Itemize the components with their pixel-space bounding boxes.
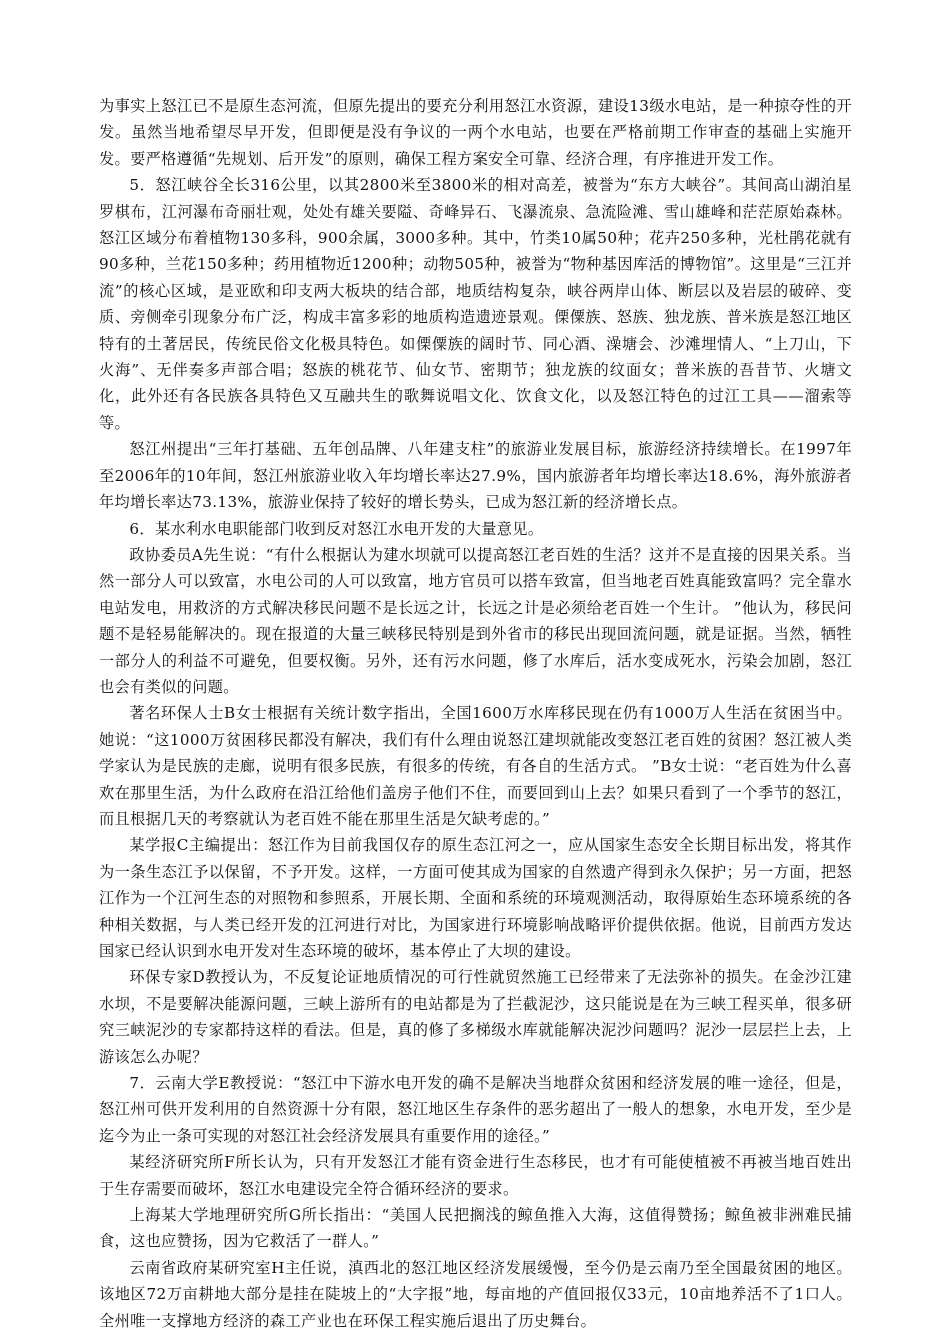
paragraph-tourism-growth: 怒江州提出“三年打基础、五年创品牌、八年建支柱”的旅游业发展目标，旅游经济持续增长。在1997年至2006年的10年间，怒江州旅游业收入年均增长率达27.9%，国内旅游者年均增长率达18.6%，海外旅游者年均增长率达73.13%，旅游业保持了较好的增长势头，已成为怒江新的经济增长点。: [99, 440, 852, 512]
paragraph-opinion-c: 某学报C主编提出：怒江作为目前我国仅存的原生态江河之一，应从国家生态安全长期目标出发，将其作为一条生态江予以保留，不予开发。这样，一方面可使其成为国家的自然遗产得到永久保护；另一方面，把怒江作为一个江河生态的对照物和参照系，开展长期、全面和系统的环境观测活动，取得原始生态环境系统的各种相关数据，与人类已经开发的江河进行对比，为国家进行环境影响战略评价提供依据。他说，目前西方发达国家已经认识到水电开发对生态环境的破坏，基本停止了大坝的建设。: [99, 836, 852, 960]
paragraph-6-opposition-opinions: 6．某水利水电职能部门收到反对怒江水电开发的大量意见。: [129, 519, 544, 538]
paragraph-7-opinion-e: 7．云南大学E教授说：“怒江中下游水电开发的确不是解决当地群众贫困和经济发展的唯一途径，但是，怒江州可供开发利用的自然资源十分有限，怒江地区生存条件的恶劣超出了一般人的想象，水电开发，至少是迄今为止一条可实现的对怒江社会经济发展具有重要作用的途径。”: [99, 1074, 852, 1145]
paragraph-opinion-d: 环保专家D教授认为，不反复论证地质情况的可行性就贸然施工已经带来了无法弥补的损失。在金沙江建水坝，不是要解决能源问题，三峡上游所有的电站都是为了拦截泥沙，这只能说是在为三峡工程买单，很多研究三峡泥沙的专家都持这样的看法。但是，真的修了多梯级水库就能解决泥沙问题吗？泥沙一层层拦上去，上游该怎么办呢？: [99, 968, 852, 1066]
paragraph-opinion-a: 政协委员A先生说：“有什么根据认为建水坝就可以提高怒江老百姓的生活？这并不是直接的因果关系。当然一部分人可以致富，水电公司的人可以致富，地方官员可以搭车致富，但当地老百姓真能致富吗？完全靠水电站发电，用救济的方式解决移民问题不是长远之计，长远之计是必须给老百姓一个生计。 ”他认为，移民问题不是轻易能解决的。现在报道的大量三峡移民特别是到外省市的移民出现回流问题，就是证据。当然，牺牲一部分人的利益不可避免，但要权衡。另外，还有污水问题，修了水库后，活水变成死水，污染会加剧，怒江也会有类似的问题。: [99, 545, 852, 696]
paragraph-5-nujiang-gorge: 5．怒江峡谷全长316公里，以其2800米至3800米的相对高差，被誉为“东方大峡谷”。其间高山湖泊星罗棋布，江河瀑布奇丽壮观，处处有雄关要隘、奇峰异石、飞瀑流泉、急流险滩、雪山雄峰和茫茫原始森林。怒江区域分布着植物130多科，900余属，3000多种。其中，竹类10属50种；花卉250多种，光杜鹃花就有90多种，兰花150多种；药用植物近1200种；动物505种，被誉为“物种基因库活的博物馆”。这里是“三江并流”的核心区域，是亚欧和印支两大板块的结合部，地质结构复杂，峡谷两岸山体、断层以及岩层的破碎、变质、旁侧牵引现象分布广泛，构成丰富多彩的地质构造遗迹景观。傈僳族、怒族、独龙族、普米族是怒江地区特有的土著居民，传统民俗文化极具特色。如傈僳族的阔时节、同心酒、澡塘会、沙滩埋情人、“上刀山，下火海”、无伴奏多声部合唱；怒族的桃花节、仙女节、密期节；独龙族的纹面女；普米族的吾昔节、火塘文化，此外还有各民族各具特色又互融共生的歌舞说唱文化、饮食文化，以及怒江特色的过江工具——溜索等等。: [99, 176, 852, 432]
paragraph-continued-development-principle: 为事实上怒江已不是原生态河流，但原先提出的要充分利用怒江水资源，建设13级水电站，是一种掠夺性的开发。虽然当地希望尽早开发，但即便是没有争议的一两个水电站，也要在严格前期工作审查的基础上实施开发。要严格遵循“先规划、后开发”的原则，确保工程方案安全可靠、经济合理，有序推进开发工作。: [99, 97, 852, 168]
paragraph-opinion-h: 云南省政府某研究室H主任说，滇西北的怒江地区经济发展缓慢，至今仍是云南乃至全国最贫困的地区。该地区72万亩耕地大部分是挂在陡坡上的“大字报”地，每亩地的产值回报仅33元，10亩地养活不了1口人。全州唯一支撑地方经济的森工产业也在环保工程实施后退出了历史舞台。: [99, 1258, 852, 1330]
paragraph-opinion-f: 某经济研究所F所长认为，只有开发怒江才能有资金进行生态移民，也才有可能使植被不再被当地百姓出于生存需要而破坏，怒江水电建设完全符合循环经济的要求。: [99, 1153, 852, 1198]
paragraph-opinion-g: 上海某大学地理研究所G所长指出：“美国人民把搁浅的鲸鱼推入大海，这值得赞扬；鲸鱼被非洲难民捕食，这也应赞扬，因为它救活了一群人。”: [99, 1206, 852, 1251]
paragraph-opinion-b: 著名环保人士B女士根据有关统计数字指出，全国1600万水库移民现在仍有1000万人生活在贫困当中。她说：“这1000万贫困移民都没有解决，我们有什么理由说怒江建坝就能改变怒江老百姓的贫困？怒江被人类学家认为是民族的走廊，说明有很多民族，有很多的传统，有各自的生活方式。 ”B女士说：“老百姓为什么喜欢在那里生活，为什么政府在沿江给他们盖房子他们不住，而要回到山上去？如果只看到了一个季节的怒江，而且根据几天的考察就认为老百姓不能在那里生活是欠缺考虑的。”: [99, 704, 852, 828]
